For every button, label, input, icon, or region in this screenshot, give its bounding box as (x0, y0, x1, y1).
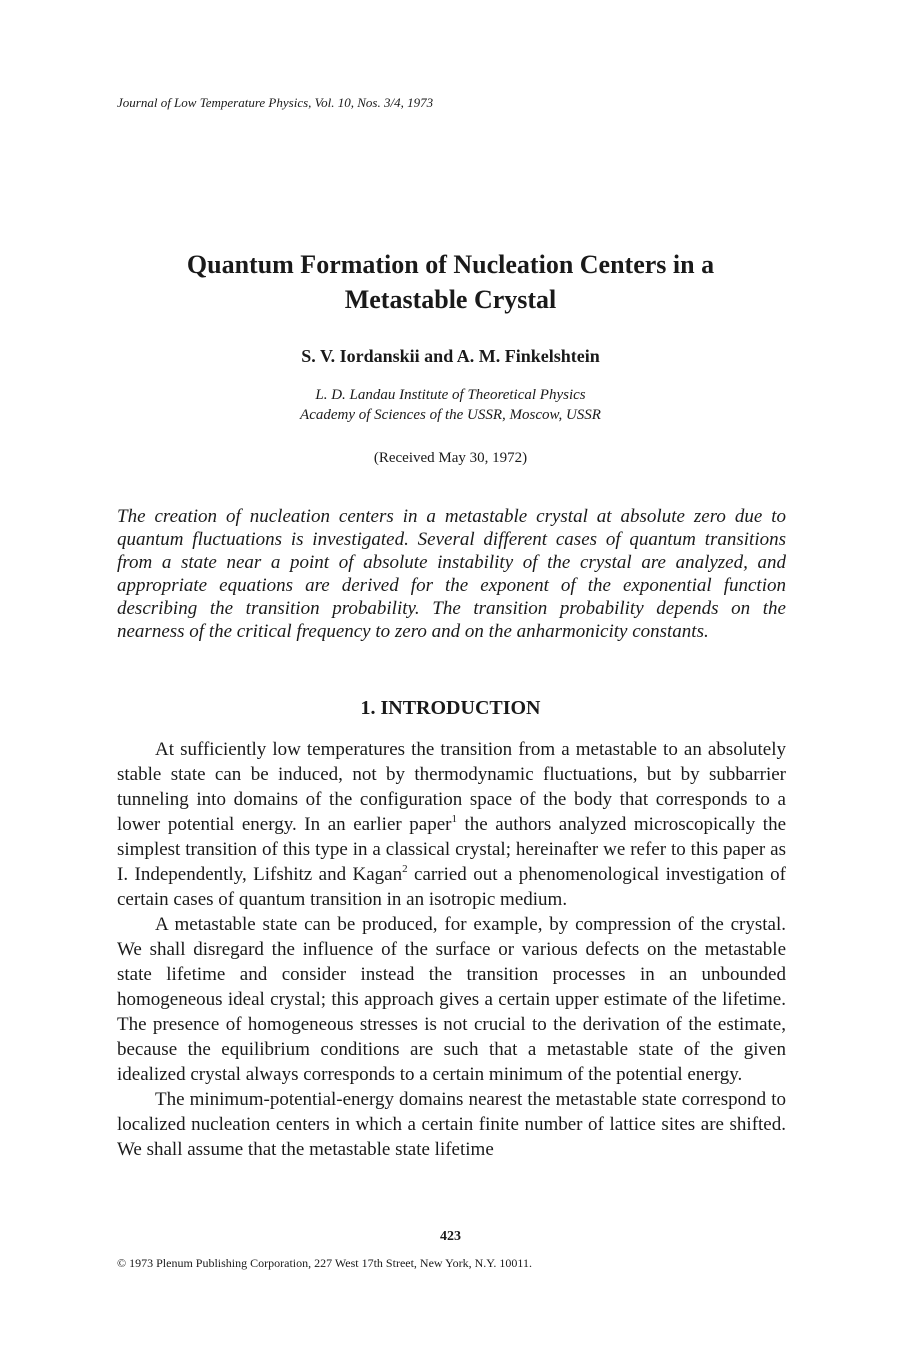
copyright-notice: © 1973 Plenum Publishing Corporation, 227 West 17th Street, New York, N.Y. 10011. (117, 1256, 532, 1270)
paragraph-1-part-c: carried out a phenomenological investigation of certain cases of quantum transition in an isotropic medium. (117, 864, 786, 910)
page-number: 423 (440, 1229, 461, 1244)
paper-title (100, 247, 801, 317)
paragraph-1-part-a: At sufficiently low temperatures the transition from a metastable to an absolutely stable state can be induced, not by thermodynamic fluctuations, but by subbarrier tunneling into domains of the configuration space of the body that corresponds to a lower potential energy. In an earlier paper (117, 739, 786, 835)
title-line-2: Metastable Crystal (344, 285, 557, 314)
reference-1: 1 (451, 813, 457, 825)
affiliation-line-1: L. D. Landau Institute of Theoretical Physics (315, 387, 586, 403)
section-heading: 1. INTRODUCTION (360, 697, 541, 719)
paragraph-2: A metastable state can be produced, for example, by compression of the crystal. We shall disregard the influence of the surface or various defects on the metastable state lifetime and consider instead the transition processes in an unbounded homogeneous ideal crystal; this approach gives a certain upper estimate of the lifetime. The presence of homogeneous stresses is not crucial to the derivation of the estimate, because the equilibrium conditions are such that a metastable state of the given idealized crystal always corresponds to a certain minimum of the potential energy. (117, 914, 786, 1085)
affiliation-line-2: Academy of Sciences of the USSR, Moscow, USSR (300, 407, 601, 423)
journal-header: Journal of Low Temperature Physics, Vol. 10, Nos. 3/4, 1973 (117, 95, 434, 110)
paragraph-3: The minimum-potential-energy domains nearest the metastable state correspond to localized nucleation centers in which a certain finite number of lattice sites are shifted. We shall assume that the metastable state lifetime (117, 1089, 786, 1160)
authors: S. V. Iordanskii and A. M. Finkelshtein (301, 346, 600, 366)
title-line-1: Quantum Formation of Nucleation Centers in a (186, 250, 715, 279)
abstract: The creation of nucleation centers in a metastable crystal at absolute zero due to quantum fluctuations is investigated. Several different cases of quantum transitions from a state near a point of absolute instability of the crystal are analyzed, and appropriate equations are derived for the exponent of the exponential function describing the transition probability. The transition probability depends on the nearness of the critical frequency to zero and on the anharmonicity constants. (117, 506, 786, 642)
paragraph-1 (117, 737, 786, 912)
received-date: (Received May 30, 1972) (373, 450, 528, 466)
paragraph-1-part-b: the authors analyzed microscopically the simplest transition of this type in a classical crystal; hereinafter we refer to this paper as I. Independently, Lifshitz and Kagan (117, 814, 787, 885)
affiliation (100, 385, 801, 425)
body-text (117, 737, 786, 1162)
reference-2: 2 (402, 863, 408, 875)
